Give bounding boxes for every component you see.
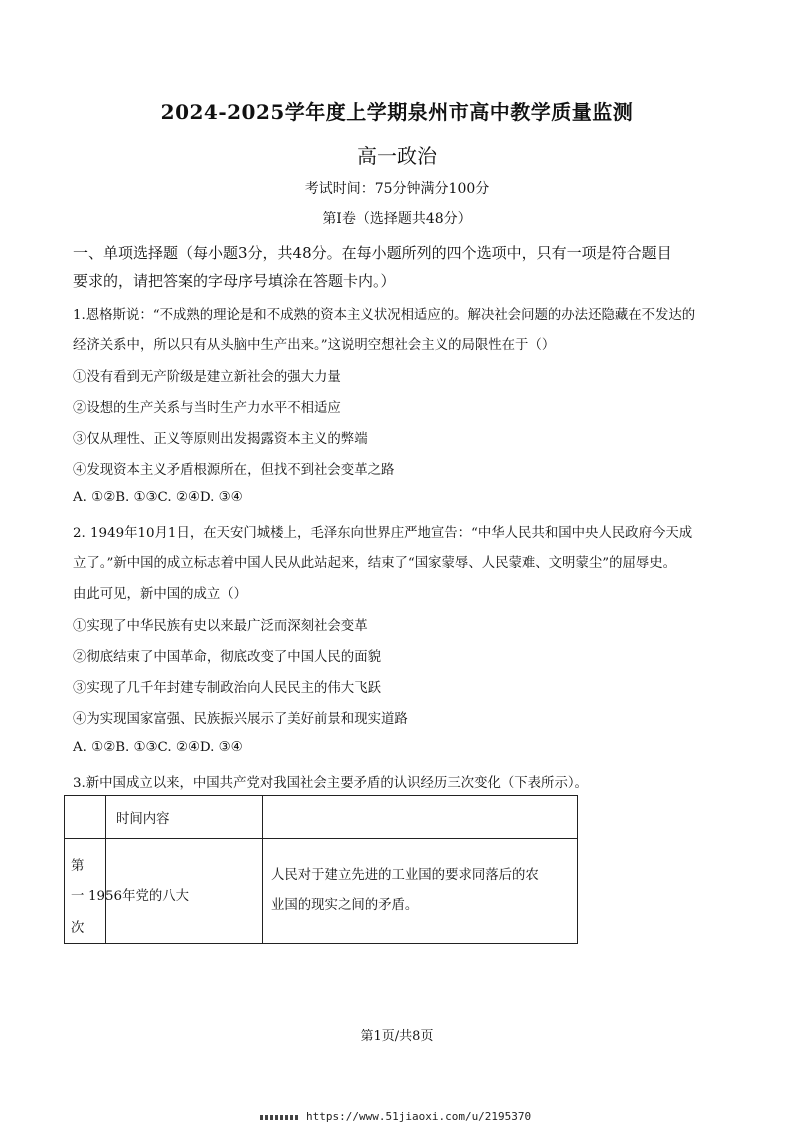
part-title: 第Ⅰ卷（选择题共48分） xyxy=(322,211,472,227)
q2-option-1: ①实现了中华民族有史以来最广泛而深刻社会变革 xyxy=(73,619,368,634)
watermark xyxy=(260,1110,531,1123)
q2-stem-line-1: 2. 1949年10月1日，在天安门城楼上，毛泽东向世界庄严地宣告：“中华人民共和国中央人民政府今天成 xyxy=(73,526,693,541)
q1-option-3: ③仅从理性、正义等原则出发揭露资本主义的弊端 xyxy=(73,432,368,447)
q3-stem: 3.新中国成立以来，中国共产党对我国社会主要矛盾的认识经历三次变化（下表所示）。 xyxy=(73,776,588,791)
q1-option-4: ④发现资本主义矛盾根源所在，但找不到社会变革之路 xyxy=(73,463,395,478)
q2-option-3: ③实现了几千年封建专制政治向人民民主的伟大飞跃 xyxy=(73,681,381,696)
table-header-cell-3 xyxy=(263,796,578,839)
q2-answer-choices: A. ①②B. ①③C. ②④D. ③④ xyxy=(73,740,243,755)
contradiction-table xyxy=(64,795,578,944)
row-content-line-2: 业国的现实之间的矛盾。 xyxy=(271,898,419,913)
exam-title: 2024-2025学年度上学期泉州市高中教学质量监测 xyxy=(160,100,634,124)
table-header-row xyxy=(65,796,578,839)
exam-info: 考试时间：75分钟满分100分 xyxy=(304,181,490,197)
q1-option-2: ②设想的生产关系与当时生产力水平不相适应 xyxy=(73,401,341,416)
page-number: 第1页/共8页 xyxy=(360,1029,434,1044)
row-content-line-1: 人民对于建立先进的工业国的要求同落后的农 xyxy=(271,868,539,883)
ordinal-char-2: 一 xyxy=(71,889,85,904)
q2-stem-line-3: 由此可见，新中国的成立（） xyxy=(73,587,248,602)
table-row xyxy=(65,839,578,944)
instructions-line-1: 一、单项选择题（每小题3分，共48分。在每小题所列的四个选项中，只有一项是符合题目 xyxy=(73,244,672,262)
instructions-line-2: 要求的，请把答案的字母序号填涂在答题卡内。） xyxy=(73,272,396,290)
q1-stem-line-1: 1.恩格斯说：“不成熟的理论是和不成熟的资本主义状况相适应的。解决社会问题的办法还隐藏在不发达的 xyxy=(73,308,696,323)
q1-answer-choices: A. ①②B. ①③C. ②④D. ③④ xyxy=(73,490,243,505)
q1-option-1: ①没有看到无产阶级是建立新社会的强大力量 xyxy=(73,370,341,385)
watermark-url: https://www.51jiaoxi.com/u/2195370 xyxy=(306,1110,532,1123)
q2-option-2: ②彻底结束了中国革命，彻底改变了中国人民的面貌 xyxy=(73,650,381,665)
watermark-logo-icon xyxy=(260,1115,300,1120)
q2-option-4: ④为实现国家富强、民族振兴展示了美好前景和现实道路 xyxy=(73,712,408,727)
row-time-text: 1956年党的八大 xyxy=(88,889,190,904)
ordinal-char-1: 第 xyxy=(71,859,85,874)
table-header-time-content: 时间内容 xyxy=(106,796,263,839)
q1-stem-line-2: 经济关系中，所以只有从头脑中生产出来。”这说明空想社会主义的局限性在于（） xyxy=(73,338,556,353)
table-cell-content xyxy=(263,839,578,944)
ordinal-char-3: 次 xyxy=(71,921,85,936)
table-cell-time xyxy=(88,839,263,944)
exam-subject: 高一政治 xyxy=(357,144,437,168)
q2-stem-line-2: 立了。”新中国的成立标志着中国人民从此站起来，结束了“国家蒙辱、人民蒙难、文明蒙尘”的屈辱史。 xyxy=(73,556,677,571)
table-header-cell-empty xyxy=(65,796,106,839)
